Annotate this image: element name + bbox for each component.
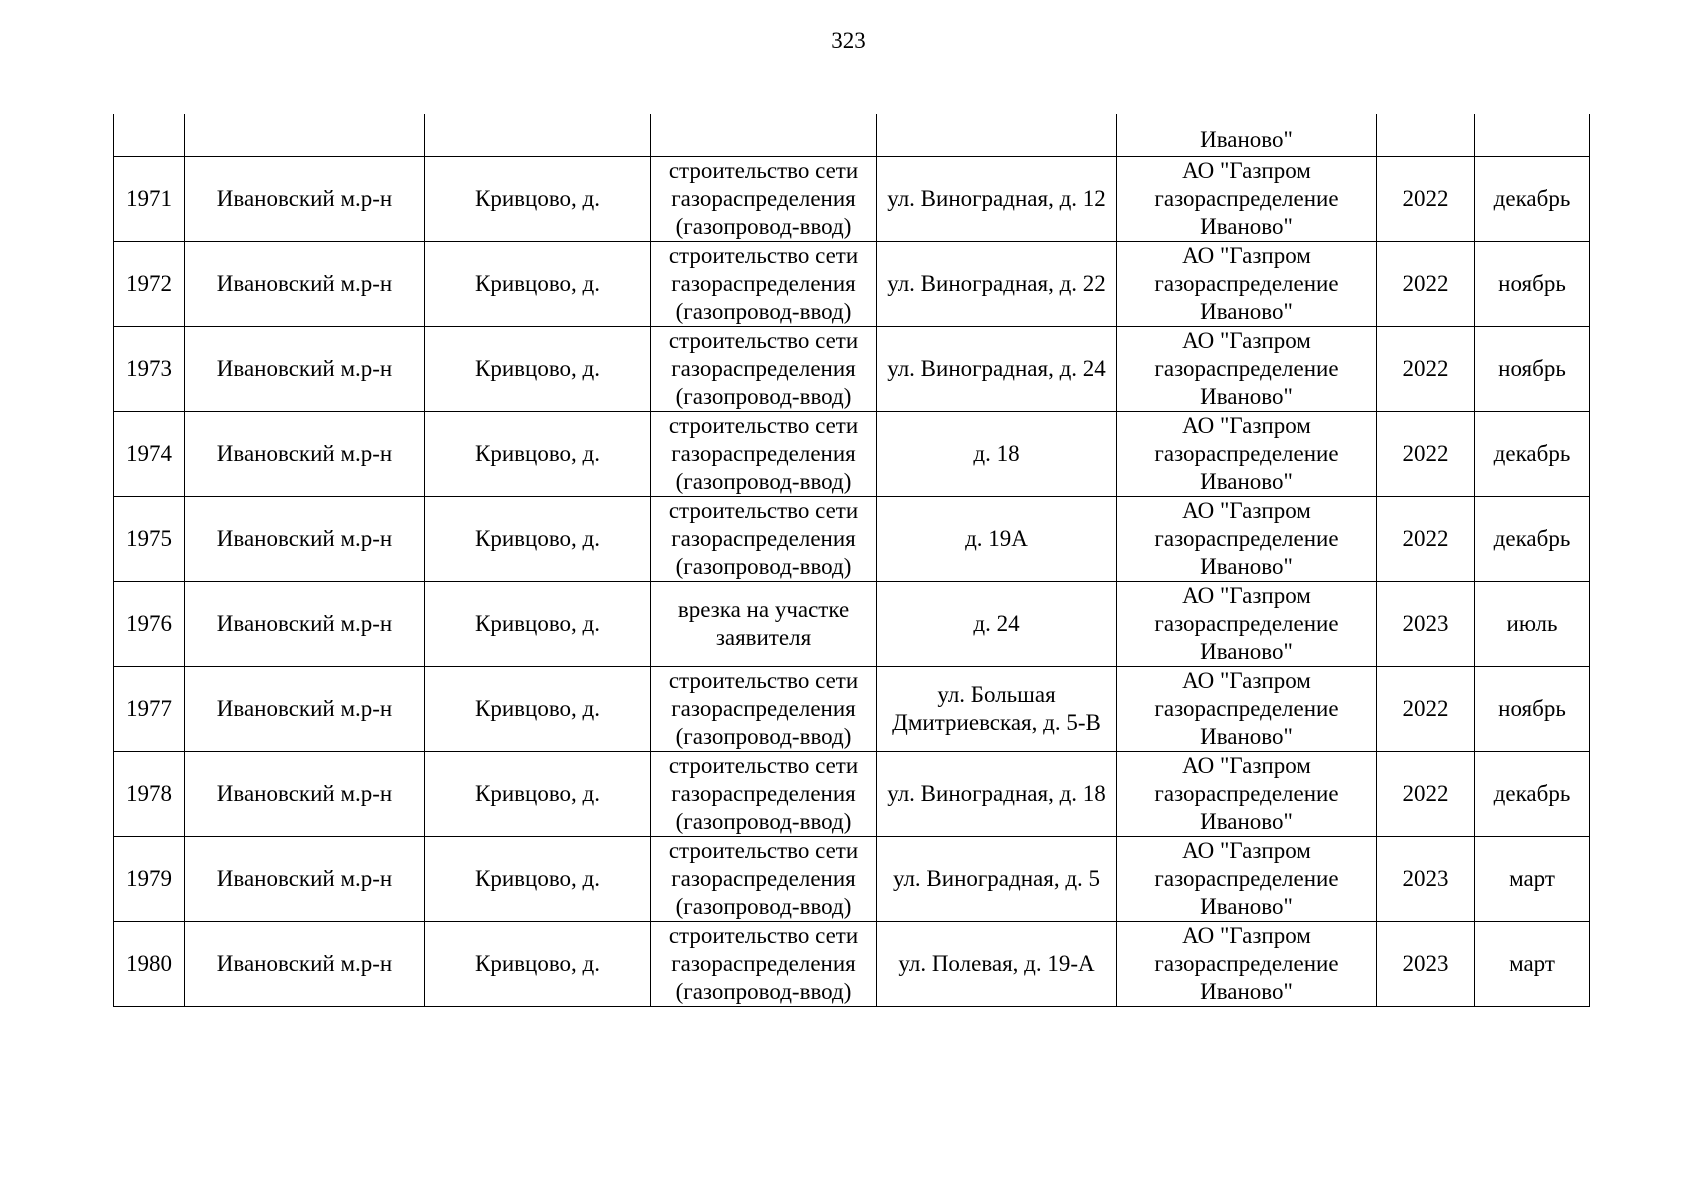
cell-number: 1972 — [114, 242, 185, 327]
cell-address: ул. Виноградная, д. 18 — [877, 752, 1117, 837]
cell-number: 1971 — [114, 157, 185, 242]
cell-district — [185, 114, 425, 157]
table-row — [114, 497, 1590, 582]
cell-address — [877, 114, 1117, 157]
cell-work-type: врезка на участке заявителя — [651, 582, 877, 667]
cell-year — [1377, 114, 1475, 157]
cell-year: 2023 — [1377, 837, 1475, 922]
cell-work-type: строительство сети газораспределения (газопровод-ввод) — [651, 497, 877, 582]
cell-year: 2023 — [1377, 582, 1475, 667]
table-row — [114, 327, 1590, 412]
cell-address: ул. Большая Дмитриевская, д. 5-В — [877, 667, 1117, 752]
gasification-schedule-table — [113, 114, 1590, 1007]
cell-address: ул. Виноградная, д. 24 — [877, 327, 1117, 412]
cell-address: д. 18 — [877, 412, 1117, 497]
cell-organization: АО "Газпром газораспределение Иваново" — [1117, 582, 1377, 667]
cell-number: 1979 — [114, 837, 185, 922]
cell-number: 1976 — [114, 582, 185, 667]
cell-year: 2022 — [1377, 157, 1475, 242]
cell-number: 1980 — [114, 922, 185, 1007]
cell-settlement — [425, 114, 651, 157]
table-row — [114, 837, 1590, 922]
cell-settlement: Кривцово, д. — [425, 157, 651, 242]
table-row — [114, 922, 1590, 1007]
cell-organization: АО "Газпром газораспределение Иваново" — [1117, 497, 1377, 582]
cell-month: ноябрь — [1475, 327, 1590, 412]
cell-district: Ивановский м.р-н — [185, 412, 425, 497]
cell-address: ул. Полевая, д. 19-А — [877, 922, 1117, 1007]
cell-month: декабрь — [1475, 157, 1590, 242]
cell-settlement: Кривцово, д. — [425, 497, 651, 582]
cell-settlement: Кривцово, д. — [425, 412, 651, 497]
cell-district: Ивановский м.р-н — [185, 582, 425, 667]
table-row — [114, 157, 1590, 242]
cell-number: 1975 — [114, 497, 185, 582]
cell-settlement: Кривцово, д. — [425, 327, 651, 412]
cell-organization: АО "Газпром газораспределение Иваново" — [1117, 412, 1377, 497]
cell-work-type: строительство сети газораспределения (газопровод-ввод) — [651, 922, 877, 1007]
cell-organization: АО "Газпром газораспределение Иваново" — [1117, 922, 1377, 1007]
cell-district: Ивановский м.р-н — [185, 497, 425, 582]
cell-settlement: Кривцово, д. — [425, 922, 651, 1007]
cell-district: Ивановский м.р-н — [185, 157, 425, 242]
page-number: 323 — [831, 28, 866, 53]
cell-month: ноябрь — [1475, 667, 1590, 752]
cell-work-type: строительство сети газораспределения (газопровод-ввод) — [651, 752, 877, 837]
cell-number: 1978 — [114, 752, 185, 837]
continuation-row — [114, 114, 1590, 157]
cell-year: 2022 — [1377, 412, 1475, 497]
cell-settlement: Кривцово, д. — [425, 242, 651, 327]
cell-number: 1974 — [114, 412, 185, 497]
cell-work-type: строительство сети газораспределения (газопровод-ввод) — [651, 837, 877, 922]
cell-settlement: Кривцово, д. — [425, 667, 651, 752]
cell-organization: Иваново" — [1117, 114, 1377, 157]
cell-address: ул. Виноградная, д. 22 — [877, 242, 1117, 327]
cell-district: Ивановский м.р-н — [185, 837, 425, 922]
cell-work-type: строительство сети газораспределения (газопровод-ввод) — [651, 667, 877, 752]
cell-district: Ивановский м.р-н — [185, 752, 425, 837]
table-body — [114, 114, 1590, 1007]
cell-work-type: строительство сети газораспределения (газопровод-ввод) — [651, 157, 877, 242]
cell-year: 2022 — [1377, 667, 1475, 752]
cell-year: 2023 — [1377, 922, 1475, 1007]
cell-settlement: Кривцово, д. — [425, 837, 651, 922]
cell-address: ул. Виноградная, д. 12 — [877, 157, 1117, 242]
cell-settlement: Кривцово, д. — [425, 582, 651, 667]
cell-district: Ивановский м.р-н — [185, 327, 425, 412]
cell-year: 2022 — [1377, 752, 1475, 837]
cell-organization: АО "Газпром газораспределение Иваново" — [1117, 327, 1377, 412]
cell-month: декабрь — [1475, 412, 1590, 497]
cell-organization: АО "Газпром газораспределение Иваново" — [1117, 157, 1377, 242]
cell-month — [1475, 114, 1590, 157]
cell-address: д. 24 — [877, 582, 1117, 667]
table-row — [114, 412, 1590, 497]
cell-month: июль — [1475, 582, 1590, 667]
cell-month: декабрь — [1475, 497, 1590, 582]
cell-number — [114, 114, 185, 157]
cell-address: ул. Виноградная, д. 5 — [877, 837, 1117, 922]
cell-work-type: строительство сети газораспределения (газопровод-ввод) — [651, 412, 877, 497]
cell-number: 1977 — [114, 667, 185, 752]
table-row — [114, 242, 1590, 327]
cell-district: Ивановский м.р-н — [185, 242, 425, 327]
cell-organization: АО "Газпром газораспределение Иваново" — [1117, 752, 1377, 837]
cell-settlement: Кривцово, д. — [425, 752, 651, 837]
cell-organization: АО "Газпром газораспределение Иваново" — [1117, 837, 1377, 922]
cell-work-type: строительство сети газораспределения (газопровод-ввод) — [651, 242, 877, 327]
cell-address: д. 19А — [877, 497, 1117, 582]
cell-year: 2022 — [1377, 497, 1475, 582]
cell-month: март — [1475, 922, 1590, 1007]
cell-organization: АО "Газпром газораспределение Иваново" — [1117, 242, 1377, 327]
cell-number: 1973 — [114, 327, 185, 412]
table-row — [114, 667, 1590, 752]
table-row — [114, 752, 1590, 837]
table-row — [114, 582, 1590, 667]
cell-work-type: строительство сети газораспределения (газопровод-ввод) — [651, 327, 877, 412]
cell-work-type — [651, 114, 877, 157]
cell-year: 2022 — [1377, 327, 1475, 412]
cell-organization: АО "Газпром газораспределение Иваново" — [1117, 667, 1377, 752]
cell-district: Ивановский м.р-н — [185, 922, 425, 1007]
cell-district: Ивановский м.р-н — [185, 667, 425, 752]
cell-month: ноябрь — [1475, 242, 1590, 327]
cell-month: март — [1475, 837, 1590, 922]
cell-year: 2022 — [1377, 242, 1475, 327]
cell-month: декабрь — [1475, 752, 1590, 837]
